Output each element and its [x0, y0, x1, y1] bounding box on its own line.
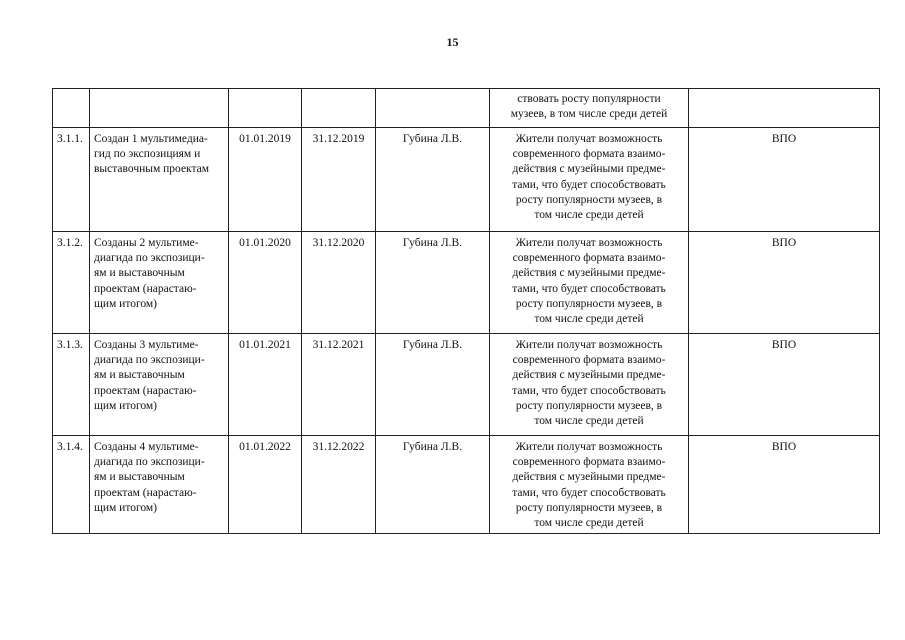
table-row [53, 128, 880, 232]
text-line: Создан 1 мультимедиа- [94, 133, 208, 145]
cell-num: 3.1.2. [53, 232, 90, 334]
result-line: современного формата взаимо- [512, 148, 666, 161]
text-line: выставочным проектам [94, 163, 210, 176]
text-line: проектам (нарастаю- [94, 384, 197, 397]
result-line: том числе среди детей [534, 517, 644, 530]
table-row [53, 436, 880, 534]
text-line: щим итогом) [94, 399, 158, 412]
cell-text [90, 128, 229, 232]
cell-result [490, 232, 689, 334]
result-line: том числе среди детей [534, 209, 644, 222]
cell-doc: ВПО [689, 436, 880, 534]
cell-responsible: Губина Л.В. [376, 436, 490, 534]
cell-start: 01.01.2022 [229, 436, 302, 534]
text-line: проектам (нарастаю- [94, 486, 197, 499]
cell-responsible: Губина Л.В. [376, 232, 490, 334]
page-number: 15 [446, 35, 459, 49]
cell-end: 31.12.2020 [302, 232, 376, 334]
cell-end: 31.12.2021 [302, 334, 376, 436]
table-row [53, 334, 880, 436]
cell-responsible: Губина Л.В. [376, 334, 490, 436]
cell-doc [689, 89, 880, 128]
result-line: тами, что будет способствовать [512, 282, 666, 295]
cell-start: 01.01.2019 [229, 128, 302, 232]
cell-num: 3.1.3. [53, 334, 90, 436]
result-line: современного формата взаимо- [512, 354, 666, 367]
result-line: действия с музейными предме- [512, 267, 666, 280]
result-line: росту популярности музеев, в [515, 399, 663, 412]
cell-start: 01.01.2021 [229, 334, 302, 436]
text-line: проектам (нарастаю- [94, 282, 197, 295]
cell-end: 31.12.2019 [302, 128, 376, 232]
text-line: ям и выставочным [94, 267, 185, 280]
cell-text [90, 334, 229, 436]
result-line: Жители получат возможность [515, 133, 663, 145]
cell-num: 3.1.4. [53, 436, 90, 534]
result-line: тами, что будет способствовать [512, 178, 666, 191]
cell-responsible [376, 89, 490, 128]
cell-doc: ВПО [689, 232, 880, 334]
result-line: Жители получат возможность [515, 339, 663, 351]
cell-result [490, 436, 689, 534]
continuation-row [53, 89, 880, 128]
table-row [53, 232, 880, 334]
result-line: росту популярности музеев, в [515, 501, 663, 514]
result-line: действия с музейными предме- [512, 163, 666, 176]
cell-result [490, 334, 689, 436]
result-line: тами, что будет способствовать [512, 486, 666, 499]
result-line: действия с музейными предме- [512, 369, 666, 382]
result-line: Жители получат возможность [515, 237, 663, 249]
text-line: ям и выставочным [94, 369, 185, 382]
cell-num: 3.1.1. [53, 128, 90, 232]
text-line: Созданы 4 мультиме- [94, 441, 199, 453]
cell-result [490, 89, 689, 128]
text-line: диагида по экспозици- [94, 354, 205, 367]
cell-end [302, 89, 376, 128]
cell-text [90, 232, 229, 334]
cell-result [490, 128, 689, 232]
result-line: музеев, в том числе среди детей [510, 108, 668, 121]
text-line: Созданы 3 мультиме- [94, 339, 199, 351]
cell-text [90, 89, 229, 128]
result-line: Жители получат возможность [515, 441, 663, 453]
result-line: современного формата взаимо- [512, 456, 666, 469]
text-line: щим итогом) [94, 501, 158, 514]
cell-num [53, 89, 90, 128]
text-line: щим итогом) [94, 297, 158, 310]
text-line: гид по экспозициям и [94, 148, 201, 161]
result-line: росту популярности музеев, в [515, 193, 663, 206]
cell-end: 31.12.2022 [302, 436, 376, 534]
text-line: Созданы 2 мультиме- [94, 237, 199, 249]
text-line: диагида по экспозици- [94, 252, 205, 265]
result-line: тами, что будет способствовать [512, 384, 666, 397]
cell-doc: ВПО [689, 334, 880, 436]
result-line: том числе среди детей [534, 415, 644, 428]
result-line: росту популярности музеев, в [515, 297, 663, 310]
cell-doc: ВПО [689, 128, 880, 232]
result-line: современного формата взаимо- [512, 252, 666, 265]
text-line: ям и выставочным [94, 471, 185, 484]
cell-responsible: Губина Л.В. [376, 128, 490, 232]
result-line: ствовать росту популярности [517, 93, 661, 105]
plan-table [52, 88, 880, 534]
cell-start [229, 89, 302, 128]
cell-start: 01.01.2020 [229, 232, 302, 334]
cell-text [90, 436, 229, 534]
result-line: действия с музейными предме- [512, 471, 666, 484]
text-line: диагида по экспозици- [94, 456, 205, 469]
result-line: том числе среди детей [534, 313, 644, 326]
